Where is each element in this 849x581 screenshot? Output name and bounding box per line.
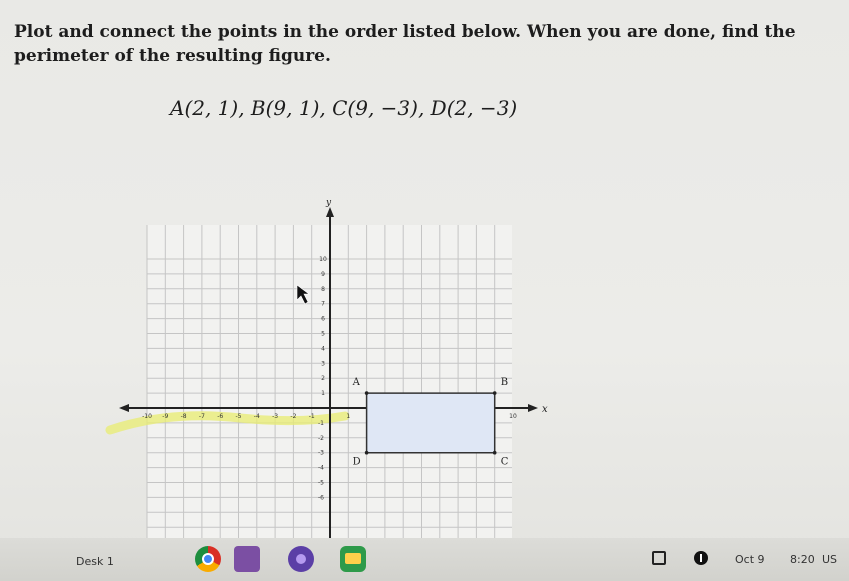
y-tick-label: -2 [318,434,324,442]
x-tick-label: -3 [272,413,279,420]
x-axis-arrow [528,404,538,412]
x-tick-label: -6 [217,413,224,420]
y-tick-label: 10 [319,256,327,263]
x-tick-label: -9 [162,413,169,420]
y-tick-label: 5 [321,330,325,338]
locale-text[interactable]: US [822,553,838,566]
x-tick-label: 1 [346,413,351,420]
x-tick-label: -8 [180,413,187,420]
x-tick-label: -2 [290,413,297,420]
y-tick-label: 7 [321,300,325,308]
point-label-b: B [500,377,509,389]
x-tick-label: -5 [235,413,242,420]
y-tick-label: 3 [321,360,325,368]
y-tick-label: 2 [321,375,325,383]
y-tick-label: 6 [321,315,325,323]
point-d [365,451,369,455]
y-tick-label: -6 [318,494,324,502]
x-tick-label: -7 [198,413,205,420]
x-tick-label: -10 [142,413,152,420]
rectangle-abcd [367,393,495,453]
classroom-icon[interactable] [340,546,366,572]
x-tick-label: 10 [509,413,517,420]
desk-label[interactable]: Desk 1 [76,555,114,568]
x-tick-label: -1 [308,413,315,420]
points-list: A(2, 1), B(9, 1), C(9, −3), D(2, −3) [170,96,518,120]
x-axis-arrow-left [119,404,129,412]
y-axis-arrow [326,207,334,217]
y-tick-label: 8 [321,285,325,293]
time-text[interactable]: 8:20 [790,553,815,566]
notification-icon[interactable] [694,551,708,565]
point-c [493,451,497,455]
point-label-d: D [352,456,361,468]
point-label-c: C [500,456,509,468]
photos-icon[interactable] [234,546,260,572]
question-text: Plot and connect the points in the order listed below. When you are done, find the perimeter of the resulting figure. [14,22,796,66]
point-label-a: A [352,377,360,389]
y-tick-label: 4 [321,345,325,353]
y-tick-label: 9 [321,270,325,278]
y-axis-label: y [326,198,332,208]
shelf [0,538,849,581]
chrome-icon[interactable] [195,546,221,572]
y-tick-label: -1 [318,419,324,427]
y-tick-label: -5 [318,479,324,487]
point-a [365,391,369,395]
y-tick-label: -4 [318,464,324,472]
x-axis-label: x [542,404,548,415]
camera-icon[interactable] [288,546,314,572]
point-b [493,391,497,395]
screen-capture-icon[interactable] [652,551,666,565]
x-tick-label: -4 [253,413,260,420]
date-text[interactable]: Oct 9 [735,553,765,566]
y-tick-label: -3 [318,449,324,457]
y-tick-label: 1 [321,390,325,398]
